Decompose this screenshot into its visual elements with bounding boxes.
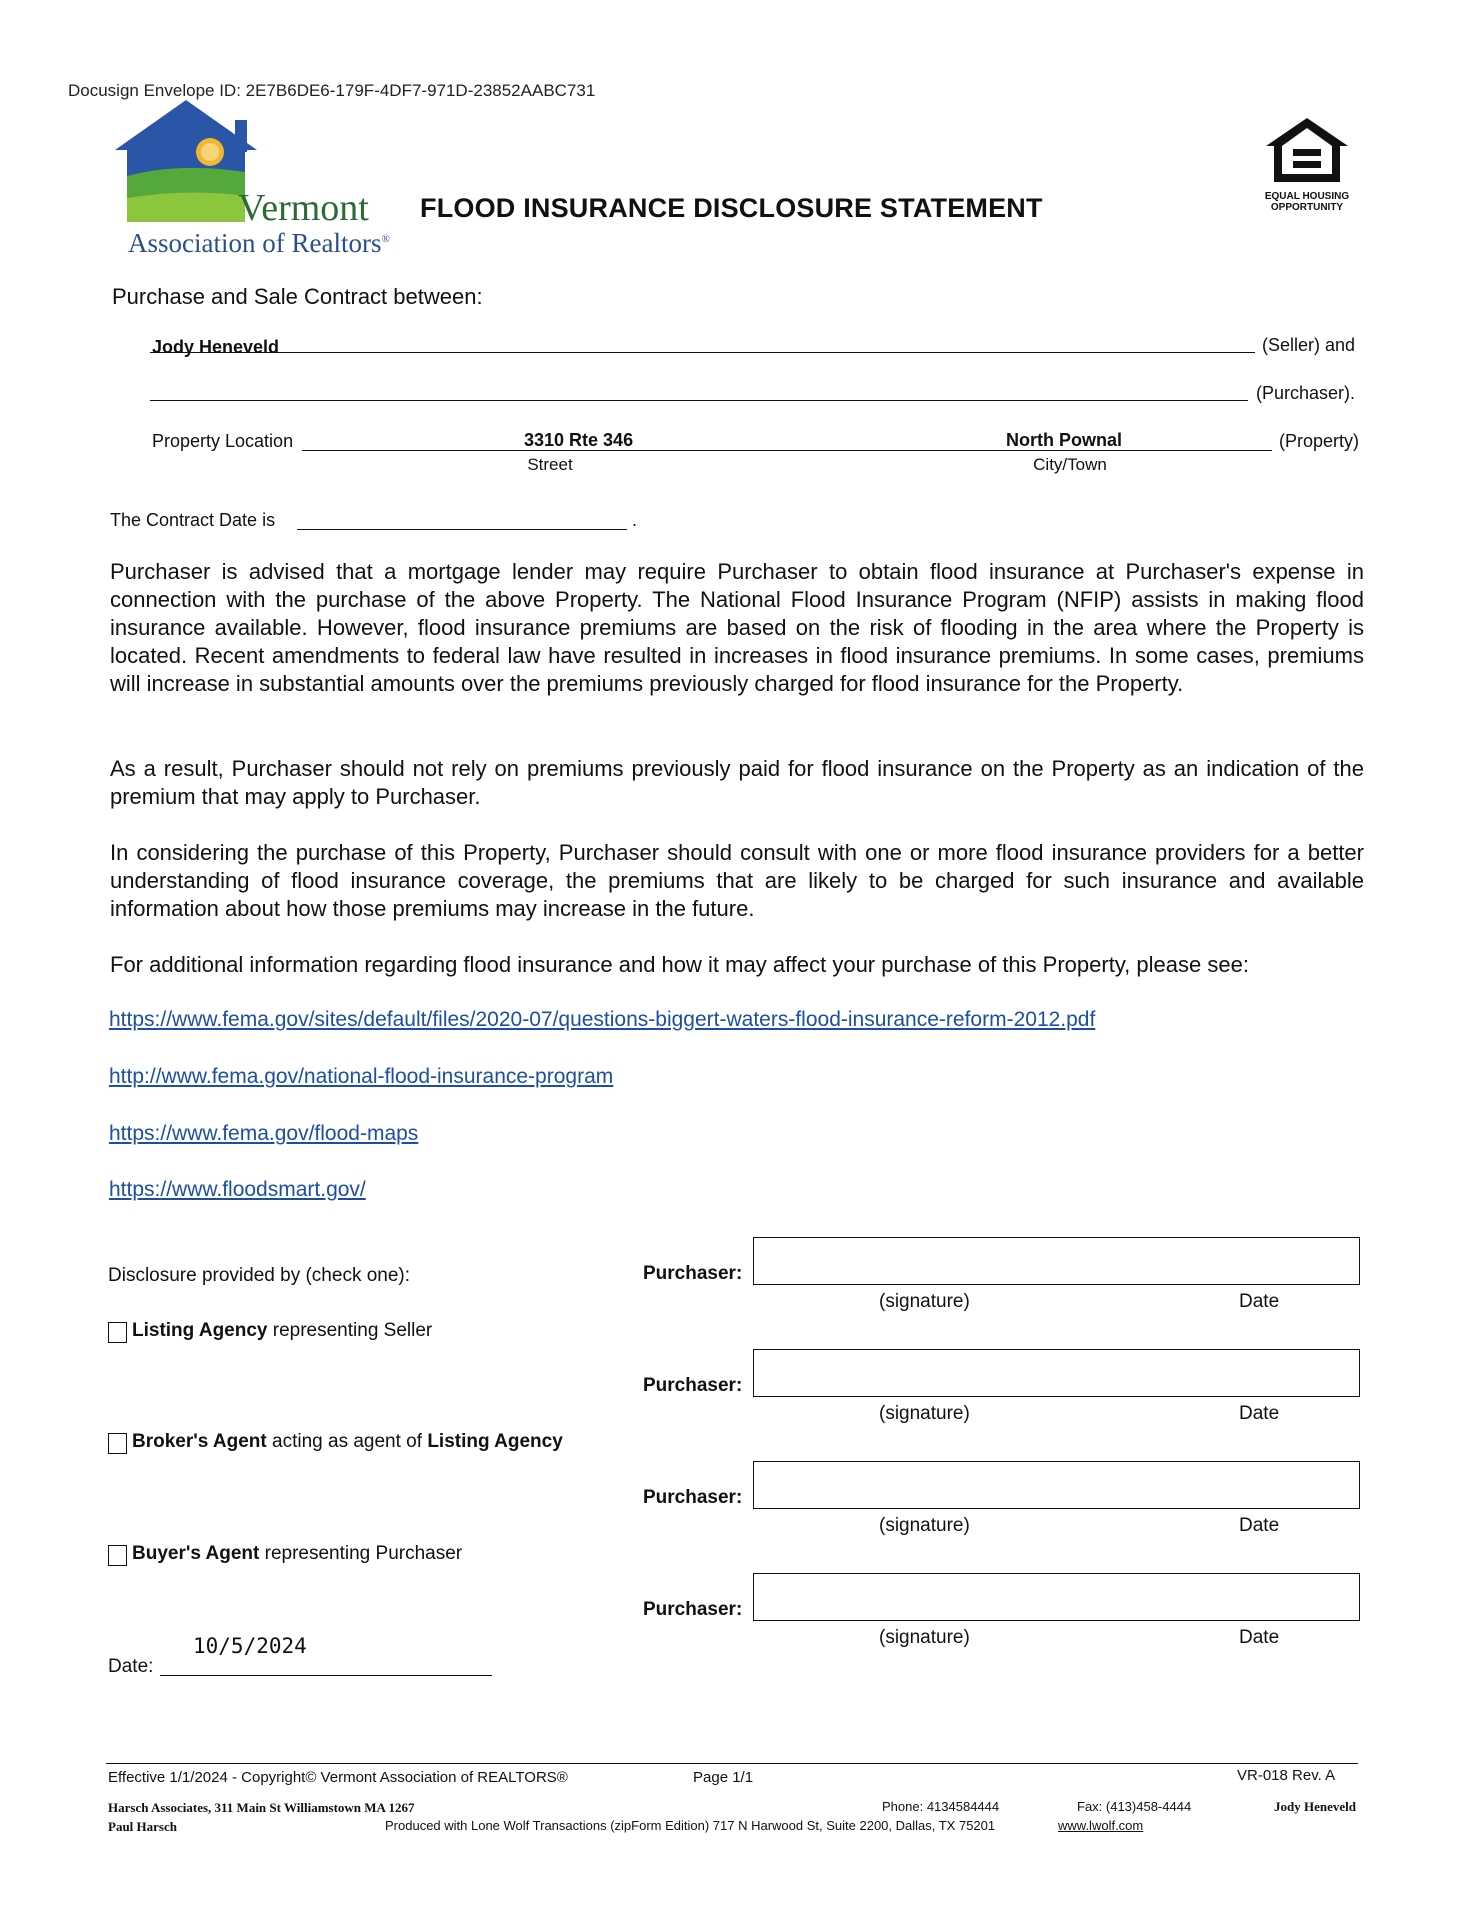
purchaser-4-label: Purchaser: xyxy=(643,1599,743,1620)
logo-word-vermont: Vermont xyxy=(238,187,369,229)
logo-word-association: Association of Realtors® xyxy=(128,228,390,258)
purchaser-2-signature-caption: (signature) xyxy=(879,1403,970,1424)
footer-effective: Effective 1/1/2024 - Copyright© Vermont Association of REALTORS® xyxy=(108,1769,568,1786)
seller-line[interactable] xyxy=(150,352,1255,353)
contract-intro: Purchase and Sale Contract between: xyxy=(112,284,483,309)
link-fema-nfip[interactable]: http://www.fema.gov/national-flood-insurance-program xyxy=(109,1065,614,1088)
document-title: FLOOD INSURANCE DISCLOSURE STATEMENT xyxy=(420,193,1043,223)
footer-phone: Phone: 4134584444 xyxy=(882,1799,1000,1814)
purchaser-2-label: Purchaser: xyxy=(643,1375,743,1396)
purchaser-3-signature-caption: (signature) xyxy=(879,1515,970,1536)
purchaser-4-signature-box[interactable] xyxy=(753,1573,1360,1621)
purchaser-1-signature-box[interactable] xyxy=(753,1237,1360,1285)
checkbox-listing-agency[interactable] xyxy=(108,1322,127,1343)
option-brokers-agent: Broker's Agent acting as agent of Listing Agency xyxy=(132,1431,563,1452)
footer-agent: Paul Harsch xyxy=(108,1819,177,1834)
purchaser-2-signature-box[interactable] xyxy=(753,1349,1360,1397)
property-location-label: Property Location xyxy=(152,431,294,451)
disclosure-label: Disclosure provided by (check one): xyxy=(108,1265,411,1286)
purchaser-1-date-caption: Date xyxy=(1239,1291,1280,1312)
purchaser-3-label: Purchaser: xyxy=(643,1487,743,1508)
property-line[interactable] xyxy=(302,450,1272,451)
purchaser-4-date-caption: Date xyxy=(1239,1627,1280,1648)
footer-page: Page 1/1 xyxy=(693,1769,754,1786)
option-listing-agency: Listing Agency representing Seller xyxy=(132,1320,433,1341)
paragraph-advisory: Purchaser is advised that a mortgage lender may require Purchaser to obtain flood insurance at Purchaser's expense in connection with the purchase of the above Property. The National Flood Insurance Program (NFIP) assists in making flood insurance available. However, flood insurance premiums are based on the risk of flooding in the area where the Property is located. Recent amendments to federal law have resulted in increases in flood insurance premiums. In some cases, premiums will increase in substantial amounts over the premiums previously charged for flood insurance for the Property. xyxy=(110,559,1364,696)
checkbox-brokers-agent[interactable] xyxy=(108,1433,127,1454)
purchaser-2-date-caption: Date xyxy=(1239,1403,1280,1424)
purchaser-suffix: (Purchaser). xyxy=(1256,383,1356,403)
property-suffix: (Property) xyxy=(1279,431,1360,451)
docusign-envelope-id: Docusign Envelope ID: 2E7B6DE6-179F-4DF7-971D-23852AABC731 xyxy=(68,81,596,100)
contract-date-label: The Contract Date is xyxy=(110,510,276,530)
street-caption: Street xyxy=(527,455,573,474)
footer-lwolf-link[interactable]: www.lwolf.com xyxy=(1058,1818,1144,1833)
contract-date-line[interactable] xyxy=(297,529,627,530)
paragraph-consult: In considering the purchase of this Property, Purchaser should consult with one or more flood insurance providers for a better understanding of flood insurance coverage, the premiums that are likely to be charged for such insurance and available information about how those premiums may increase in the future. xyxy=(110,840,1364,921)
purchaser-1-label: Purchaser: xyxy=(643,1263,743,1284)
equal-housing-line1: EQUAL HOUSING xyxy=(1264,191,1350,202)
footer-divider xyxy=(106,1763,1358,1764)
purchaser-3-date-caption: Date xyxy=(1239,1515,1280,1536)
link-fema-flood-maps[interactable]: https://www.fema.gov/flood-maps xyxy=(109,1122,419,1145)
street-value[interactable]: 3310 Rte 346 xyxy=(524,430,634,450)
purchaser-1-signature-caption: (signature) xyxy=(879,1291,970,1312)
purchaser-3-signature-box[interactable] xyxy=(753,1461,1360,1509)
equal-housing-icon xyxy=(1262,116,1352,186)
footer-fax: Fax: (413)458-4444 xyxy=(1077,1799,1192,1814)
paragraph-premiums: As a result, Purchaser should not rely on premiums previously paid for flood insurance on the Property as an indication of the premium that may apply to Purchaser. xyxy=(110,756,1364,809)
footer-file-name: Jody Heneveld xyxy=(1274,1799,1356,1814)
link-floodsmart[interactable]: https://www.floodsmart.gov/ xyxy=(109,1178,366,1201)
equal-housing-line2: OPPORTUNITY xyxy=(1270,202,1344,213)
option-buyers-agent: Buyer's Agent representing Purchaser xyxy=(132,1543,463,1564)
purchaser-4-signature-caption: (signature) xyxy=(879,1627,970,1648)
purchaser-line[interactable] xyxy=(150,400,1248,401)
footer-produced: Produced with Lone Wolf Transactions (zipForm Edition) 717 N Harwood St, Suite 2200, Dallas, TX 75201 xyxy=(385,1818,996,1833)
link-fema-biggert-waters[interactable]: https://www.fema.gov/sites/default/files/2020-07/questions-biggert-waters-flood-insurance-reform-2012.pdf xyxy=(109,1008,1096,1031)
footer-rev: VR-018 Rev. A xyxy=(1237,1767,1336,1784)
disclosure-date-value[interactable]: 10/5/2024 xyxy=(193,1634,307,1658)
footer-broker-line: Harsch Associates, 311 Main St Williamstown MA 1267 xyxy=(108,1800,415,1815)
city-value[interactable]: North Pownal xyxy=(1006,430,1122,450)
disclosure-date-label: Date: xyxy=(108,1656,154,1677)
checkbox-buyers-agent[interactable] xyxy=(108,1545,127,1566)
paragraph-additional-info: For additional information regarding flood insurance and how it may affect your purchase of this Property, please see: xyxy=(110,952,1249,977)
seller-name[interactable]: Jody Heneveld xyxy=(152,337,280,357)
disclosure-date-line[interactable] xyxy=(160,1675,492,1676)
city-caption: City/Town xyxy=(1033,455,1107,474)
seller-suffix: (Seller) and xyxy=(1262,335,1356,355)
contract-date-period: . xyxy=(632,510,638,530)
equal-housing-logo xyxy=(1262,116,1352,213)
